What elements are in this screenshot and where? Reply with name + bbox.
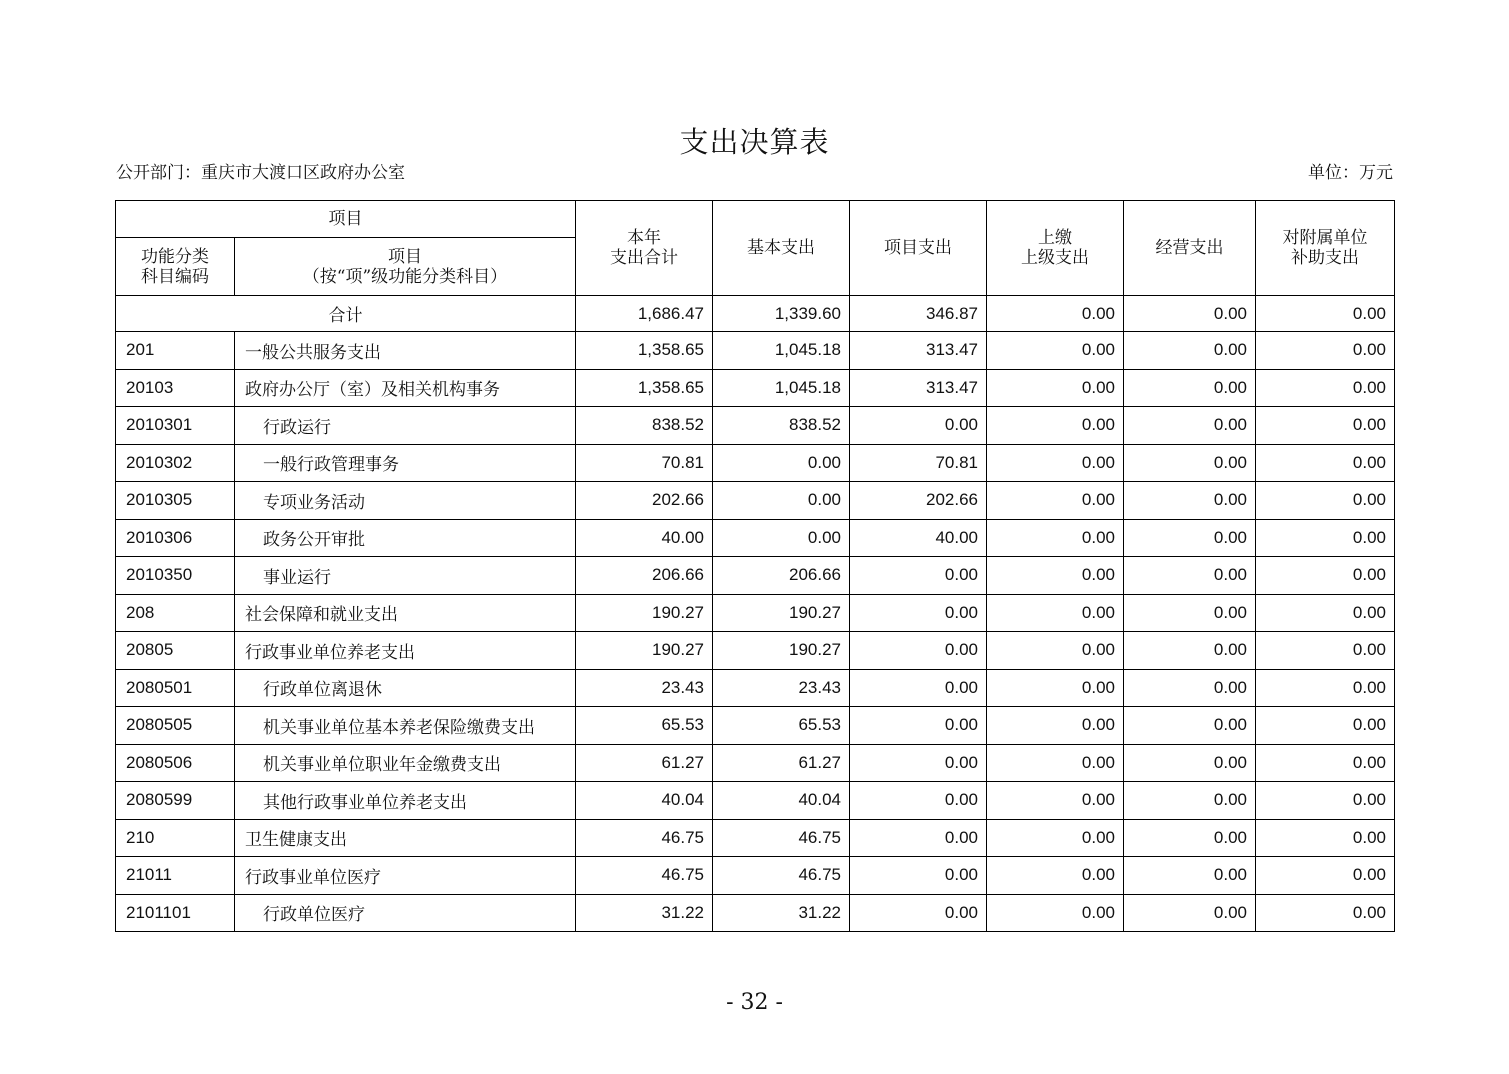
row-value: 0.00 [850,594,987,632]
row-value: 0.00 [850,857,987,895]
row-code: 201 [116,332,235,370]
row-value: 838.52 [576,407,713,445]
row-value: 0.00 [850,819,987,857]
table-row [116,594,1395,632]
row-value: 1,045.18 [713,332,850,370]
row-value: 0.00 [850,744,987,782]
total-label: 合计 [116,296,576,332]
header-upper-line2: 上级支出 [1021,248,1089,268]
row-value: 46.75 [713,857,850,895]
row-code: 20805 [116,632,235,670]
row-value: 0.00 [1124,369,1256,407]
row-value: 0.00 [987,557,1124,595]
table-row [116,819,1395,857]
row-name: 行政单位医疗 [235,894,576,932]
total-value: 0.00 [987,296,1124,332]
row-value: 61.27 [576,744,713,782]
row-value: 0.00 [1124,594,1256,632]
row-value: 0.00 [987,519,1124,557]
row-value: 0.00 [987,857,1124,895]
row-name: 机关事业单位职业年金缴费支出 [235,744,576,782]
row-value: 0.00 [987,894,1124,932]
header-name [235,238,576,296]
row-value: 0.00 [1124,557,1256,595]
row-value: 0.00 [1124,519,1256,557]
row-value: 70.81 [850,444,987,482]
row-code: 2080505 [116,707,235,745]
header-business: 经营支出 [1124,201,1256,296]
row-value: 0.00 [1256,894,1395,932]
table-row [116,894,1395,932]
row-value: 206.66 [713,557,850,595]
row-value: 0.00 [850,894,987,932]
row-value: 0.00 [1124,857,1256,895]
row-value: 0.00 [1124,332,1256,370]
row-value: 190.27 [576,594,713,632]
row-value: 0.00 [1124,782,1256,820]
row-name: 事业运行 [235,557,576,595]
row-value: 0.00 [1124,407,1256,445]
row-value: 0.00 [987,407,1124,445]
header-total-line1: 本年 [627,228,661,248]
row-value: 0.00 [1256,369,1395,407]
row-value: 0.00 [987,594,1124,632]
header-project-expense: 项目支出 [850,201,987,296]
total-value: 346.87 [850,296,987,332]
row-value: 40.00 [576,519,713,557]
table-row [116,744,1395,782]
header-name-line1: 项目 [388,246,422,267]
row-name: 一般行政管理事务 [235,444,576,482]
table-row [116,707,1395,745]
row-value: 206.66 [576,557,713,595]
table-row [116,332,1395,370]
row-value: 313.47 [850,332,987,370]
row-value: 838.52 [713,407,850,445]
row-value: 0.00 [1124,744,1256,782]
row-value: 0.00 [987,707,1124,745]
row-value: 61.27 [713,744,850,782]
row-value: 1,045.18 [713,369,850,407]
table-row [116,857,1395,895]
header-subsidy-line1: 对附属单位 [1282,228,1368,248]
row-code: 2080599 [116,782,235,820]
total-value: 0.00 [1124,296,1256,332]
header-total [576,201,713,296]
row-name: 一般公共服务支出 [235,332,576,370]
row-name: 政务公开审批 [235,519,576,557]
header-upper [987,201,1124,296]
row-value: 0.00 [850,707,987,745]
header-code [116,238,235,296]
row-value: 202.66 [576,482,713,520]
row-name: 政府办公厅（室）及相关机构事务 [235,369,576,407]
table-row [116,369,1395,407]
row-value: 0.00 [1256,744,1395,782]
row-value: 0.00 [1124,894,1256,932]
row-value: 0.00 [1256,819,1395,857]
row-value: 0.00 [1124,632,1256,670]
row-value: 31.22 [713,894,850,932]
table-row [116,632,1395,670]
row-code: 2080501 [116,669,235,707]
row-code: 2010301 [116,407,235,445]
row-value: 0.00 [987,482,1124,520]
row-name: 行政运行 [235,407,576,445]
row-value: 0.00 [987,369,1124,407]
row-value: 0.00 [1256,557,1395,595]
table-row [116,519,1395,557]
row-name: 机关事业单位基本养老保险缴费支出 [235,707,576,745]
page-title: 支出决算表 [679,125,830,159]
row-value: 70.81 [576,444,713,482]
row-value: 0.00 [987,669,1124,707]
row-value: 0.00 [850,782,987,820]
row-value: 23.43 [713,669,850,707]
table-row [116,557,1395,595]
row-value: 202.66 [850,482,987,520]
row-value: 0.00 [713,482,850,520]
header-code-line2: 科目编码 [141,266,209,287]
total-value: 1,686.47 [576,296,713,332]
row-value: 0.00 [1124,444,1256,482]
row-name: 社会保障和就业支出 [235,594,576,632]
row-value: 0.00 [713,444,850,482]
row-value: 0.00 [1124,669,1256,707]
row-name: 卫生健康支出 [235,819,576,857]
row-code: 2080506 [116,744,235,782]
header-name-line2: （按“项”级功能分类科目） [302,266,508,287]
header-basic: 基本支出 [713,201,850,296]
department-label: 公开部门：重庆市大渡口区政府办公室 [116,163,405,183]
row-value: 31.22 [576,894,713,932]
row-name: 行政单位离退休 [235,669,576,707]
row-value: 1,358.65 [576,369,713,407]
row-code: 208 [116,594,235,632]
table-row [116,444,1395,482]
row-value: 0.00 [987,332,1124,370]
row-value: 0.00 [1256,707,1395,745]
row-value: 0.00 [1256,857,1395,895]
row-name: 行政事业单位养老支出 [235,632,576,670]
row-name: 专项业务活动 [235,482,576,520]
row-code: 210 [116,819,235,857]
header-code-line1: 功能分类 [141,246,209,267]
row-value: 1,358.65 [576,332,713,370]
row-value: 46.75 [576,857,713,895]
row-value: 46.75 [576,819,713,857]
row-code: 2010306 [116,519,235,557]
row-value: 190.27 [576,632,713,670]
row-value: 0.00 [987,744,1124,782]
unit-label: 单位：万元 [1308,163,1393,183]
row-value: 0.00 [1256,519,1395,557]
row-value: 313.47 [850,369,987,407]
table-row [116,782,1395,820]
row-value: 23.43 [576,669,713,707]
header-subsidy-line2: 补助支出 [1291,248,1359,268]
row-value: 0.00 [1256,444,1395,482]
table-row [116,669,1395,707]
row-value: 40.04 [713,782,850,820]
row-value: 40.04 [576,782,713,820]
row-value: 0.00 [1256,632,1395,670]
row-value: 0.00 [987,819,1124,857]
row-value: 0.00 [1256,482,1395,520]
row-value: 40.00 [850,519,987,557]
row-value: 0.00 [1256,594,1395,632]
row-code: 20103 [116,369,235,407]
row-value: 0.00 [1256,669,1395,707]
row-value: 0.00 [1124,482,1256,520]
row-name: 其他行政事业单位养老支出 [235,782,576,820]
row-value: 0.00 [1256,332,1395,370]
header-upper-line1: 上缴 [1038,228,1072,248]
total-row [116,296,1395,332]
row-code: 21011 [116,857,235,895]
table-row [116,482,1395,520]
table-row [116,407,1395,445]
row-value: 0.00 [1256,782,1395,820]
row-value: 0.00 [1124,707,1256,745]
row-value: 0.00 [1256,407,1395,445]
row-value: 0.00 [850,557,987,595]
row-value: 65.53 [576,707,713,745]
row-value: 0.00 [1124,819,1256,857]
row-code: 2010350 [116,557,235,595]
expenditure-table [115,200,1395,932]
row-value: 0.00 [850,669,987,707]
row-value: 0.00 [987,444,1124,482]
header-total-line2: 支出合计 [610,248,678,268]
row-value: 0.00 [987,782,1124,820]
row-value: 0.00 [850,407,987,445]
row-value: 190.27 [713,594,850,632]
header-subsidy [1256,201,1395,296]
row-value: 0.00 [850,632,987,670]
row-name: 行政事业单位医疗 [235,857,576,895]
row-value: 65.53 [713,707,850,745]
row-code: 2010302 [116,444,235,482]
row-value: 0.00 [987,632,1124,670]
header-project-group: 项目 [116,201,576,238]
row-code: 2010305 [116,482,235,520]
total-value: 0.00 [1256,296,1395,332]
page-number: - 32 - [726,990,783,1015]
row-value: 190.27 [713,632,850,670]
row-value: 46.75 [713,819,850,857]
row-value: 0.00 [713,519,850,557]
row-code: 2101101 [116,894,235,932]
total-value: 1,339.60 [713,296,850,332]
